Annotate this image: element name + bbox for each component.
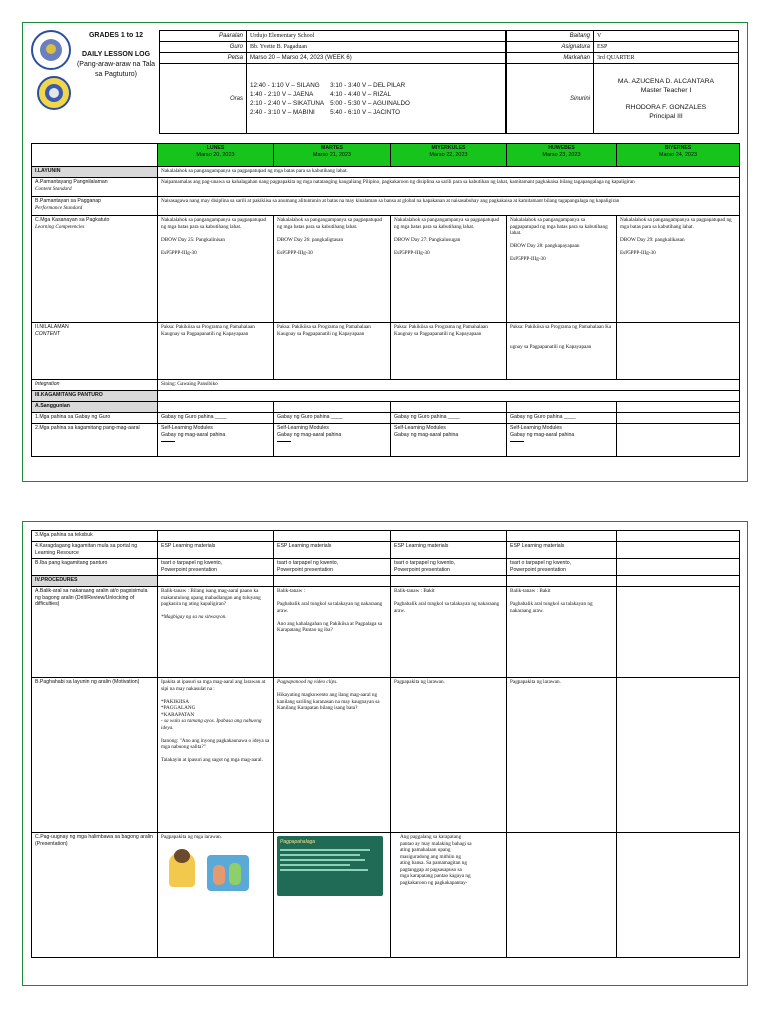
iba-cell: tsart o tarpapel ng kwento, Powerpoint presentation [274, 559, 391, 576]
asignatura-value: ESP [594, 42, 739, 53]
integration-label: Integration [32, 380, 158, 391]
layunin-label: I.LAYUNIN [32, 167, 158, 178]
guro-pages-cell: Gabay ng Guro pahina ____ [391, 413, 507, 424]
competency-cell: Nakalalahok sa pangangampanya sa pagpapatupad ng mga batas para sa kabutihang lahat. DBOW Day 28: pangkapayapaan EsP5PPP-IIIg-30 [507, 216, 617, 323]
log-subtitle: (Pang-araw-araw na Tala sa Pagtuturo) [76, 61, 156, 78]
oras-line: 2:40 - 3:10 V – MABINI [250, 108, 315, 116]
presentation-label: C.Pag-uugnay ng mga halimbawa sa bagong aralin (Presentation) [32, 833, 158, 958]
petsa-label: Petsa [160, 53, 247, 64]
oras-schedule [247, 64, 506, 134]
asignatura-label: Asignatura [507, 42, 594, 53]
oras-label: Oras [160, 64, 247, 134]
oras-line: 12:40 - 1:10 V – SILANG [250, 81, 320, 89]
header-info-left [159, 30, 506, 134]
sinurini-label: Sinurini [507, 64, 594, 134]
oras-line: 5:40 - 6:10 V – JACINTO [330, 108, 400, 116]
log-title: DAILY LESSON LOG [81, 51, 151, 58]
lr-cell: ESP Learning materials [507, 542, 617, 559]
oras-line: 1:40 - 2:10 V – JAENA [250, 90, 314, 98]
motivation-cell: Pagpapakita ng larawan. [391, 678, 507, 833]
day-header: LUNES Marso 20, 2023 [158, 144, 274, 167]
document-page-2 [22, 521, 748, 986]
content-standard-text: Naipamamalas ang pag-unawa sa kahalagahan nang pagpapakita ng mga natatanging kaugaliang Pilipino, pagkakaroon ng disiplina sa sarili para sa kabutihan ng lahat, kamitamant pagkakaisa bilang tagapangalaga ng kapaligiran [158, 178, 740, 197]
guro-pages-label: 1.Mga pahina sa Gabay ng Guro [32, 413, 158, 424]
motivation-cell: Pagpapakita ng larawan. [507, 678, 617, 833]
competency-cell: Nakalalahok sa pangangampanya sa pagpapatupad ng mga batas para sa kabutihang lahat. DBOW Day 26: pangkaligtasan EsP5PPP-IIIg-30 [274, 216, 391, 323]
guro-value: Bb. Yvette B. Pagaduan [247, 42, 506, 53]
presentation-cell: Ang paggalang sa karapatang pantao ay may malaking bahagi sa ating pamahalaan upang masiguradong ang mithiin ng ating bansa. Sa pamamagitan ng pagtanggap at pagsasapuso sa mga karapatang pantao kagaya ng pagkakaroon ng pagkakapantay- [391, 833, 507, 958]
layunin-text: Nakalalahok sa pangangampanya sa pagpapatupad ng mga batas para sa kabutihang lahat. [158, 167, 740, 178]
balik-aral-cell: Balik-tanaw : Bakit Pagbabalik aral tungkol sa talakayan ng nakaraang araw. [507, 587, 617, 678]
balik-aral-cell: Balik-tanaw : Pagbabalik aral tungkol sa talakayan ng nakaraang araw. Ano ang kahalagahan ng Pakikiisa at Pagpalaga sa Karapatang Pantao ng iba? [274, 587, 391, 678]
paksa-cell: Paksa: Pakikiisa sa Programa ng Pamahalaan Kaugnay sa Pagpapanatili ng Kapayapaan [158, 323, 274, 380]
mag-pages-cell: Self-Learning Modules Gabay ng mag-aaral pahina [391, 424, 507, 457]
presentation-cell: Pagpapakita ng mga larawan. [158, 833, 274, 958]
petsa-value: Marso 20 – Marso 24, 2023 (WEEK 6) [247, 53, 506, 64]
checkers [594, 64, 739, 134]
performance-standard-label: B.Pamantayan sa Pagganap Performance Standard [32, 197, 158, 216]
oras-line: 3:10 - 3:40 V – DEL PILAR [330, 81, 406, 89]
competency-cell: Nakalalahok sa pangangampanya sa pagpapatupad ng mga batas para sa kabutihang lahat. DBOW Day 29: pangkalikasan EsP5PPP-IIIg-30 [617, 216, 740, 323]
competency-cell: Nakalalahok sa pangangampanya sa pagpapatupad ng mga batas para sa kabutihang lahat. DBOW Day 27: Pangkalusugan EsP5PPP-IIIg-30 [391, 216, 507, 323]
oras-line: 5:00 - 5:30 V – AGUINALDO [330, 99, 410, 107]
nilalaman-label: II.NILALAMAN CONTENT [32, 323, 158, 380]
motivation-cell: Ipakita at ipasuri sa mga mag-aaral ang larawan at sipi na may nakasulat na : *PAKIKIISA *PAGGALANG *KARAPATAN - sa wala sa tamang ayos. Ipabasa ang nabuong ideya. Itanong: "Ano ang inyong pagkakaunawa o ideya sa mga nabuong salita?" Talakayin at ipasuri ang sagot ng mga mag-aaral. [158, 678, 274, 833]
kagamitan-label: III.KAGAMITANG PANTURO [32, 391, 158, 402]
picture-icon [161, 849, 270, 899]
header-info-right [506, 30, 739, 134]
lr-label: 4.Karagdagang kagamitan mula sa portal ng Learning Resource [32, 542, 158, 559]
baitang-label: Baitang [507, 31, 594, 42]
mag-pages-cell: Self-Learning Modules Gabay ng mag-aaral pahina [507, 424, 617, 457]
checker2-name: RHODORA F. GONZALES [625, 103, 707, 111]
mag-pages-cell: Self-Learning Modules Gabay ng mag-aaral pahina [158, 424, 274, 457]
checker1-name: MA. AZUCENA D. ALCANTARA [617, 77, 715, 85]
baitang-value: V [594, 31, 739, 42]
day-header: MIYERKULES Marso 22, 2023 [391, 144, 507, 167]
day-header: HUWEBES Marso 23, 2023 [507, 144, 617, 167]
markahan-label: Markahan [507, 53, 594, 64]
integration-text: Sining: Gawaing Pansibiko [158, 380, 740, 391]
competency-cell: Nakalalahok sa pangangampanya sa pagpapatupad ng mga batas para sa kabutihang lahat. DBOW Day 25: Pangkalinisan EsP5PPP-IIIg-30 [158, 216, 274, 323]
iba-label: B.Iba pang kagamitang panturo [32, 559, 158, 576]
checker1-position: Master Teacher I [640, 86, 692, 94]
balik-aral-label: A.Balik-aral sa nakaraang aralin at/o pagsisimula ng bagong aralin (Drill/Review/Unlocking of difficulties) [32, 587, 158, 678]
document-page-1 [22, 22, 748, 482]
day-header: MARTES Marso 21, 2023 [274, 144, 391, 167]
day-header: BIYERNES Marso 24, 2023 [617, 144, 740, 167]
lr-cell: ESP Learning materials [274, 542, 391, 559]
motivation-cell: Pagpapanood ng video clips. Hikayating magkuwento ang ilang mag-aaral ng kanilang sariling karanasan na may kaugnayan sa Kanilang Karapatan bilang isang bata? [274, 678, 391, 833]
lr-cell: ESP Learning materials [391, 542, 507, 559]
paaralan-value: Urdujo Elementary School [247, 31, 506, 42]
paksa-cell: Paksa: Pakikiisa sa Programa ng Pamahalaan Ka ugnay sa Pagpapanatili ng Kapayapaan [507, 323, 617, 380]
guro-pages-cell: Gabay ng Guro pahina ____ [274, 413, 391, 424]
paaralan-label: Paaralan [160, 31, 247, 42]
presentation-cell [274, 833, 391, 958]
balik-aral-cell: Balik-tanaw : Bilang isang mag-aaral paano ka makatutulong upang mabadlangan ang tuluyang pagkasira ng ating kapaligiran? *Magbigay ng sa na sitwasyon. [158, 587, 274, 678]
balik-aral-cell: Balik-tanaw : Bakit Pagbabalik aral tungkol sa talakayan ng nakaraang araw. [391, 587, 507, 678]
content-standard-label: A.Pamantayang Pangnilalaman Content Standard [32, 178, 158, 197]
guro-pages-cell: Gabay ng Guro pahina ____ [158, 413, 274, 424]
checker2-position: Principal III [649, 112, 683, 120]
slide-image [277, 836, 383, 896]
mag-pages-label: 2.Mga pahina sa kagamitang pang-mag-aaral [32, 424, 158, 457]
header [31, 30, 739, 153]
motivation-label: B.Paghahabi sa layunin ng aralin (Motivation) [32, 678, 158, 833]
iba-cell: tsart o tarpapel ng kwento, Powerpoint presentation [158, 559, 274, 576]
iba-cell: tsart o tarpapel ng kwento, Powerpoint presentation [507, 559, 617, 576]
guro-label: Guro [160, 42, 247, 53]
markahan-value: 3rd QUARTER [594, 53, 739, 64]
lesson-table-p2 [31, 530, 740, 958]
paksa-cell: Paksa: Pakikiisa sa Programa ng Pamahalaan Kaugnay sa Pagpapanatili ng Kapayapaan [274, 323, 391, 380]
slide-title: Pagpapahalaga [280, 839, 316, 845]
sanggunian-label: A.Sanggunian [32, 402, 158, 413]
performance-standard-text: Naisasagawa nang may disiplina sa sarili at pakikiisa sa anumang alituntunin at batas na may kinalaman sa bansa at global na kapakanan at naisasabuhay ang pagkakaisa at kamitamant bilang tagapangalaga ng kapaligiran [158, 197, 740, 216]
procedures-label: IV.PROCEDURES [32, 576, 158, 587]
oras-line: 4:10 - 4:40 V – RIZAL [330, 90, 391, 98]
teksbuk-label: 3.Mga pahina sa teksbuk [32, 531, 158, 542]
mag-pages-cell: Self-Learning Modules Gabay ng mag-aaral pahina [274, 424, 391, 457]
competencies-label: C.Mga Kasanayan sa Pagkatuto Learning Competencies [32, 216, 158, 323]
deped-seal-icon [31, 30, 71, 70]
school-logo-icon [37, 76, 71, 110]
grades-label: GRADES 1 to 12 [88, 32, 144, 39]
lr-cell: ESP Learning materials [158, 542, 274, 559]
guro-pages-cell: Gabay ng Guro pahina ____ [507, 413, 617, 424]
paksa-cell: Paksa: Pakikiisa sa Programa ng Pamahalaan Kaugnay sa Pagpapanatili ng Kapayapaan [391, 323, 507, 380]
lesson-table-p1 [31, 143, 740, 457]
iba-cell: tsart o tarpapel ng kwento, Powerpoint presentation [391, 559, 507, 576]
oras-line: 2:10 - 2:40 V – SIKATUNA [250, 99, 325, 107]
title-block [75, 31, 157, 80]
